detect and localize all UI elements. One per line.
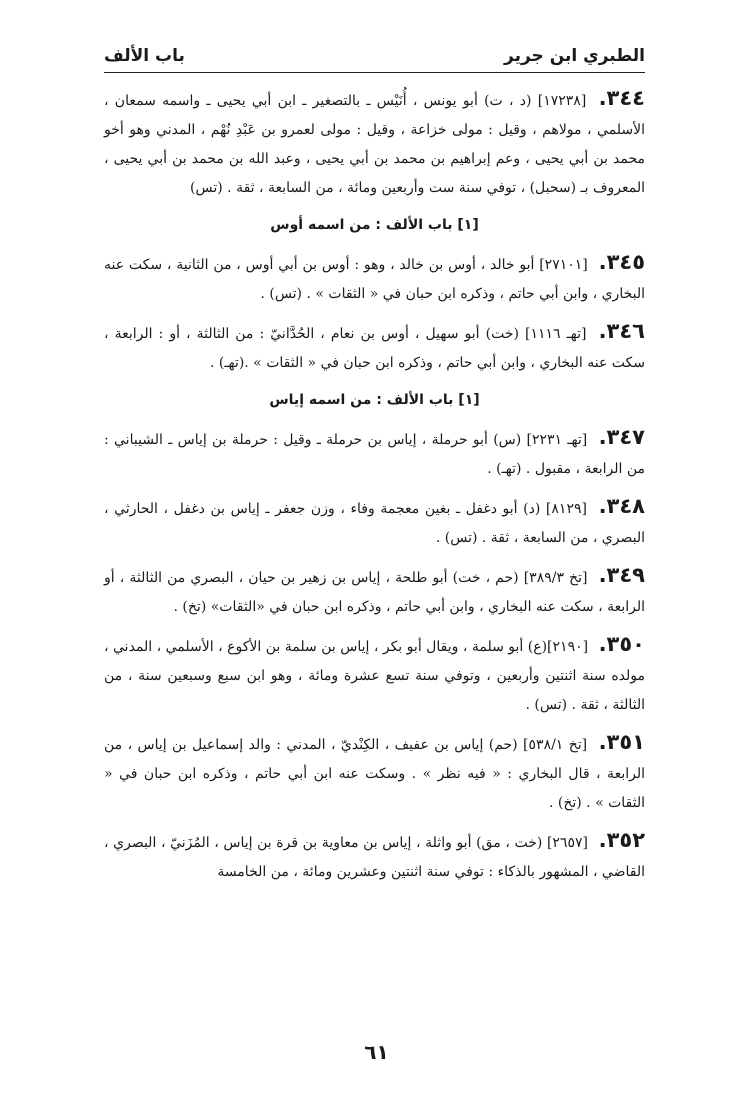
- entry-349: [104, 561, 645, 622]
- entry-350: [104, 630, 645, 720]
- entry-text: [٢٦٥٧] (خت ، مق) أبو واثلة ، إياس بن معاوية بن قرة بن إياس ، المُزَنيّ ، البصري ، القاضي ، المشهور بالذكاء : توفي سنة اثنتين وعشرين ومائة ، من الخامسة: [104, 835, 645, 880]
- entry-number: ٣٤٤.: [598, 86, 645, 110]
- running-header: [104, 38, 645, 66]
- entry-number: ٣٤٥.: [598, 250, 646, 274]
- header-divider: [104, 72, 645, 73]
- entry-number: ٣٥١.: [598, 730, 645, 754]
- section-heading-aws: [١] باب الألف : من اسمه أوس: [270, 217, 479, 233]
- entry-348: [104, 492, 645, 553]
- entry-344: [104, 84, 645, 203]
- entry-text: [تخ ٣٨٩/٣] (حم ، خت) أبو طلحة ، إياس بن زهير بن حيان ، البصري من الثالثة ، أو الرابعة ، سكت عنه البخاري ، وابن أبي حاتم ، وذكره ابن حبان في «الثقات» (تخ) .: [104, 570, 645, 615]
- entry-352: [104, 826, 645, 887]
- entry-346: [104, 317, 645, 378]
- section-heading-iyas: [١] باب الألف : من اسمه إياس: [269, 392, 480, 408]
- entry-text: [تهـ ١١١٦] (خت) أبو سهيل ، أوس بن نعام ، الحُدَّانيّ : من الثالثة ، أو : الرابعة ، سكت عنه البخاري ، وابن أبي حاتم ، وذكره ابن حبان في « الثقات » .(تهـ) .: [104, 326, 645, 371]
- entry-text: [١٧٢٣٨] (د ، ت) أبو يونس ، أُنَيْس ـ بالتصغير ـ ابن أبي يحيى ـ واسمه سمعان ، الأسلمي ، مولاهم ، وقيل : مولى خزاعة ، وقيل : مولى لعمرو بن عَبْدِ نُهْم ، المدني وهو أخو محمد بن أبي يحيى ، وعم إبراهيم بن محمد بن أبي يحيى ، وعبد الله بن محمد بن أبي يحيى ، المعروف بـ (سحبل) ، توفي سنة ست وأربعين ومائة ، من السابعة ، ثقة . (تس): [104, 93, 645, 196]
- entry-text: [تخ ٥٣٨/١] (حم) إياس بن عفيف ، الكِنْديّ ، المدني : والد إسماعيل بن إياس ، من الرابعة ، قال البخاري : « فيه نظر » . وسكت عنه ابن أبي حاتم ، وذكره ابن حبان في « الثقات » . (تخ) .: [104, 737, 645, 811]
- entry-number: ٣٤٧.: [598, 425, 645, 449]
- entry-text: [٢١٩٠](ع) أبو سلمة ، ويقال أبو بكر ، إياس بن سلمة بن الأكوع ، الأسلمي ، المدني ، مولده سنة اثنتين وأربعين ، وتوفي سنة تسع عشرة ومائة ، وهو ابن سبع وسبعين سنة ، من الثالثة ، ثقة . (تس) .: [104, 639, 646, 713]
- page-number: ٦١: [364, 1040, 389, 1064]
- entry-number: ٣٥٠.: [598, 632, 645, 656]
- page-body: [104, 84, 645, 895]
- entry-text: [تهـ ٢٢٣١] (س) أبو حرملة ، إياس بن حرملة ـ وقيل : حرملة بن إياس ـ الشيباني : من الرابعة ، مقبول . (تهـ) .: [104, 432, 645, 477]
- entry-number: ٣٤٦.: [598, 319, 645, 343]
- entry-text: [٨١٢٩] (د) أبو دغفل ـ بغين معجمة وفاء ، وزن جعفر ـ إياس بن دغفل ، الحارثي ، البصري ، من السابعة ، ثقة . (تس) .: [104, 501, 645, 546]
- entry-345: [104, 248, 645, 309]
- entry-347: [104, 423, 645, 484]
- header-book-title: الطبري ابن جرير: [504, 46, 645, 66]
- entry-number: ٣٤٨.: [598, 494, 645, 518]
- entry-text: [٢٧١٠١] أبو خالد ، أوس بن خالد ، وهو : أوس بن أبي أوس ، من الثانية ، سكت عنه البخاري ، وابن أبي حاتم ، وذكره ابن حبان في « الثقات » . (تس) .: [104, 257, 645, 302]
- entry-number: ٣٤٩.: [598, 563, 645, 587]
- header-chapter-title: باب الألف: [104, 46, 185, 66]
- entry-number: ٣٥٢.: [598, 828, 646, 852]
- entry-351: [104, 728, 645, 818]
